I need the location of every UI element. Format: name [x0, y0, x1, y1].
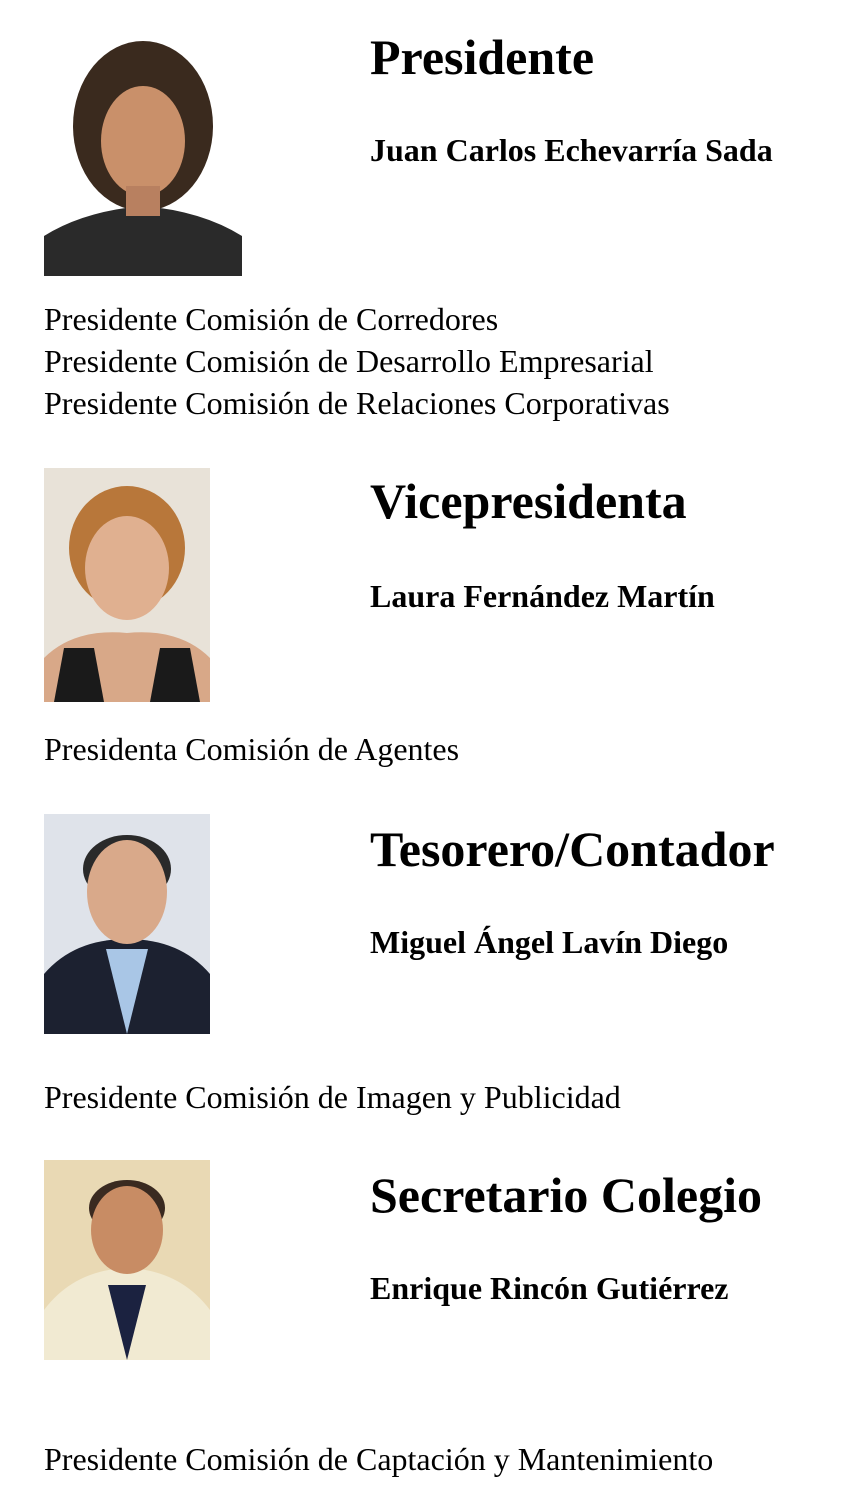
duty-line: Presidenta Comisión de Agentes — [44, 731, 460, 767]
member-name: Juan Carlos Echevarría Sada — [370, 132, 773, 168]
duty-line: Presidente Comisión de Relaciones Corporativas — [44, 385, 670, 421]
member-name: Enrique Rincón Gutiérrez — [370, 1270, 729, 1306]
member-photo — [44, 468, 210, 702]
member-photo — [44, 814, 210, 1034]
duty-line: Presidente Comisión de Imagen y Publicidad — [44, 1079, 621, 1115]
member-photo — [44, 36, 242, 276]
duty-line: Presidente Comisión de Desarrollo Empresarial — [44, 343, 654, 379]
member-card-presidente — [0, 0, 864, 440]
role-title: Vicepresidenta — [370, 473, 687, 529]
member-name: Laura Fernández Martín — [370, 578, 715, 614]
role-title: Secretario Colegio — [370, 1167, 762, 1223]
member-photo — [44, 1160, 210, 1360]
role-title: Tesorero/Contador — [370, 821, 775, 877]
duty-line: Presidente Comisión de Captación y Mantenimiento — [44, 1441, 714, 1477]
role-title: Presidente — [370, 29, 595, 85]
member-card-secretario — [0, 1140, 864, 1488]
member-card-vicepresidenta — [0, 440, 864, 800]
duty-line: Presidente Comisión de Corredores — [44, 301, 499, 337]
member-card-tesorero — [0, 800, 864, 1140]
member-name: Miguel Ángel Lavín Diego — [370, 924, 729, 960]
